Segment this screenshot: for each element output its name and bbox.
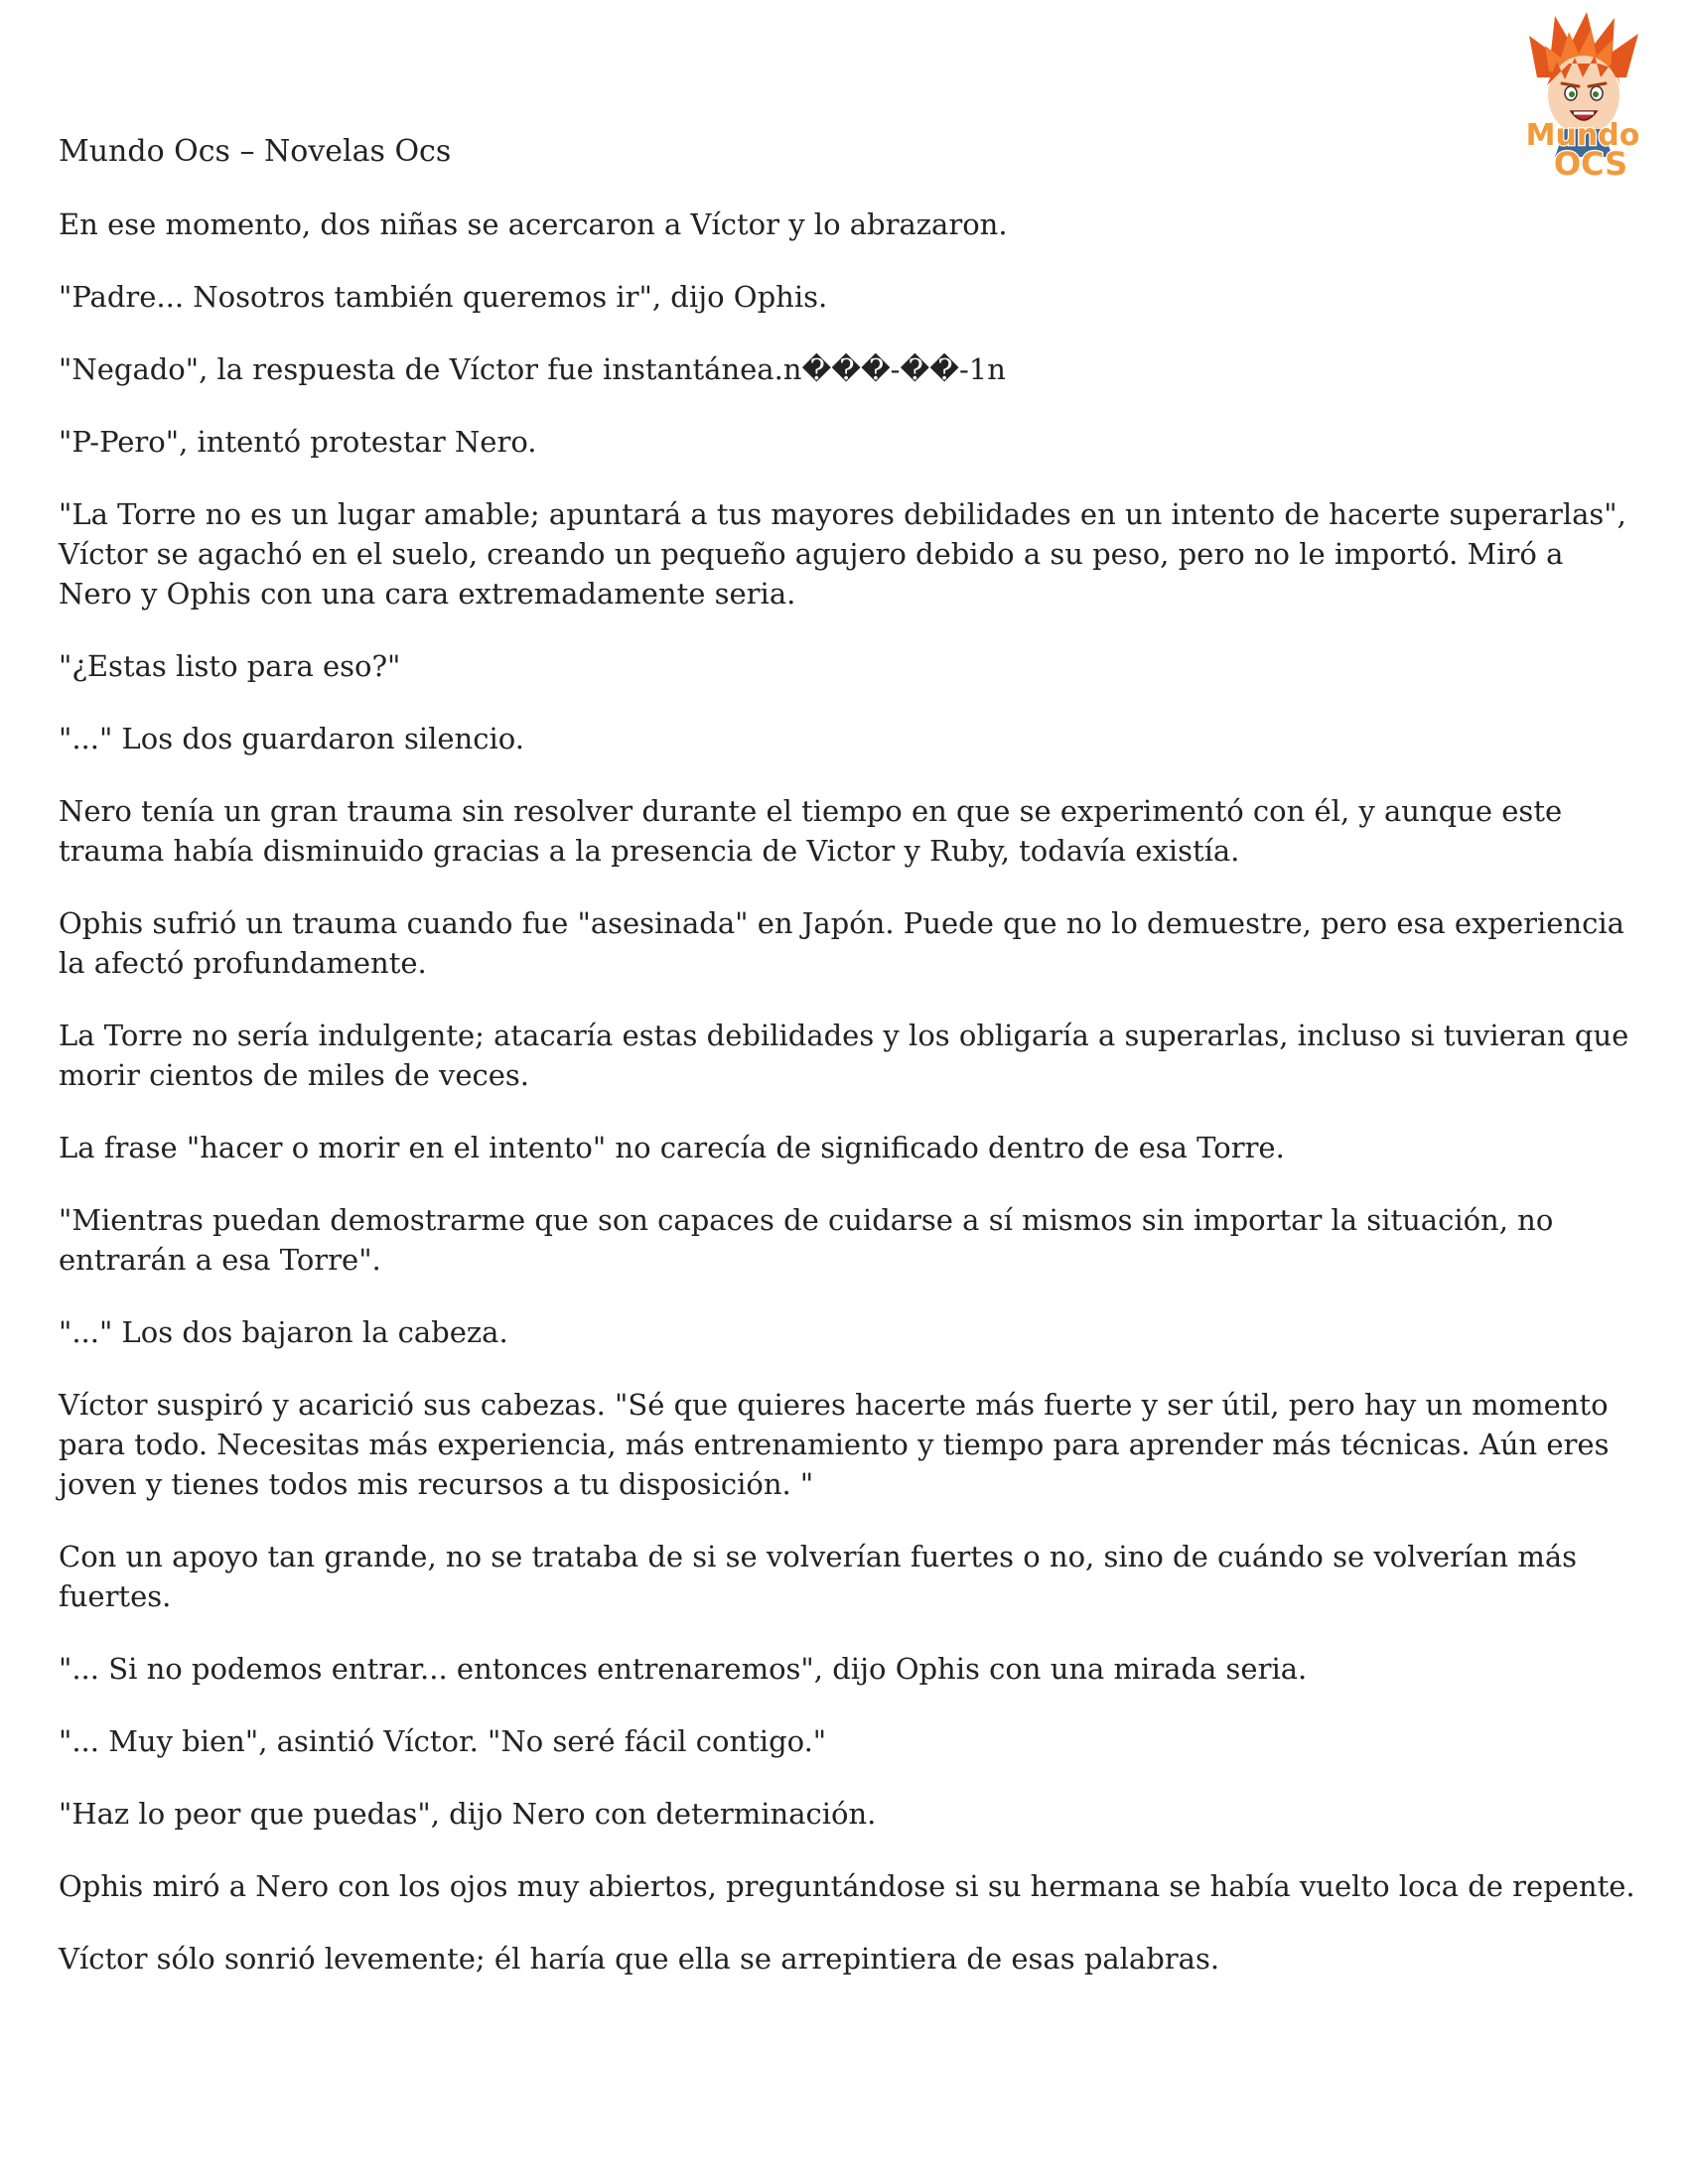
paragraph: "..." Los dos guardaron silencio.: [59, 722, 524, 755]
paragraph: "... Si no podemos entrar... entonces entrenaremos", dijo Ophis con una mirada seria.: [59, 1652, 1308, 1686]
paragraph: "P-Pero", intentó protestar Nero.: [59, 425, 537, 459]
paragraph: Nero tenía un gran trauma sin resolver durante el tiempo en que se experimentó con él, y aunque este trauma había disminuido gracias a la presencia de Victor y Ruby, todavía existía.: [59, 794, 1563, 868]
paragraph: "Padre... Nosotros también queremos ir", dijo Ophis.: [59, 280, 828, 314]
paragraph: En ese momento, dos niñas se acercaron a Víctor y lo abrazaron.: [59, 207, 1008, 241]
paragraph: Víctor suspiró y acarició sus cabezas. "Sé que quieres hacerte más fuerte y ser útil, pero hay un momento para todo. Necesitas más experiencia, más entrenamiento y tiempo para aprender más técnicas. Aún eres joven y tienes todos mis recursos a tu disposición. ": [59, 1388, 1610, 1501]
paragraph: Ophis sufrió un trauma cuando fue "asesinada" en Japón. Puede que no lo demuestre, pero esa experiencia la afectó profundamente.: [59, 906, 1624, 980]
paragraph: "Mientras puedan demostrarme que son capaces de cuidarse a sí mismos sin importar la situación, no entrarán a esa Torre".: [59, 1203, 1554, 1277]
paragraph: La Torre no sería indulgente; atacaría estas debilidades y los obligaría a superarlas, incluso si tuvieran que morir cientos de miles de veces.: [59, 1019, 1629, 1092]
paragraph: "..." Los dos bajaron la cabeza.: [59, 1315, 508, 1349]
paragraph: Víctor sólo sonrió levemente; él haría que ella se arrepintiera de esas palabras.: [59, 1942, 1220, 1976]
paragraph: "La Torre no es un lugar amable; apuntará a tus mayores debilidades en un intento de hacerte superarlas", Víctor se agachó en el suelo, creando un pequeño agujero debido a su peso, pero no le importó. Miró a Nero y Ophis con una cara extremadamente seria.: [59, 497, 1626, 611]
mundo-ocs-logo: [1499, 8, 1668, 182]
page-header-title: Mundo Ocs – Novelas Ocs: [59, 134, 452, 169]
paragraph: Ophis miró a Nero con los ojos muy abiertos, preguntándose si su hermana se había vuelto loca de repente.: [59, 1869, 1635, 1903]
paragraph: La frase "hacer o morir en el intento" no carecía de significado dentro de esa Torre.: [59, 1131, 1285, 1164]
logo-text-ocs: OCS: [1553, 145, 1628, 182]
logo-text-mundo: Mundo: [1525, 118, 1640, 153]
paragraph: "¿Estas listo para eso?": [59, 649, 401, 683]
paragraph: "Negado", la respuesta de Víctor fue instantánea.n���-��-1n: [59, 352, 1006, 386]
paragraph: "... Muy bien", asintió Víctor. "No seré fácil contigo.": [59, 1724, 827, 1758]
paragraph: "Haz lo peor que puedas", dijo Nero con determinación.: [59, 1797, 877, 1831]
paragraph: Con un apoyo tan grande, no se trataba de si se volverían fuertes o no, sino de cuándo se volverían más fuertes.: [59, 1540, 1577, 1613]
document-body: [59, 205, 1637, 2011]
